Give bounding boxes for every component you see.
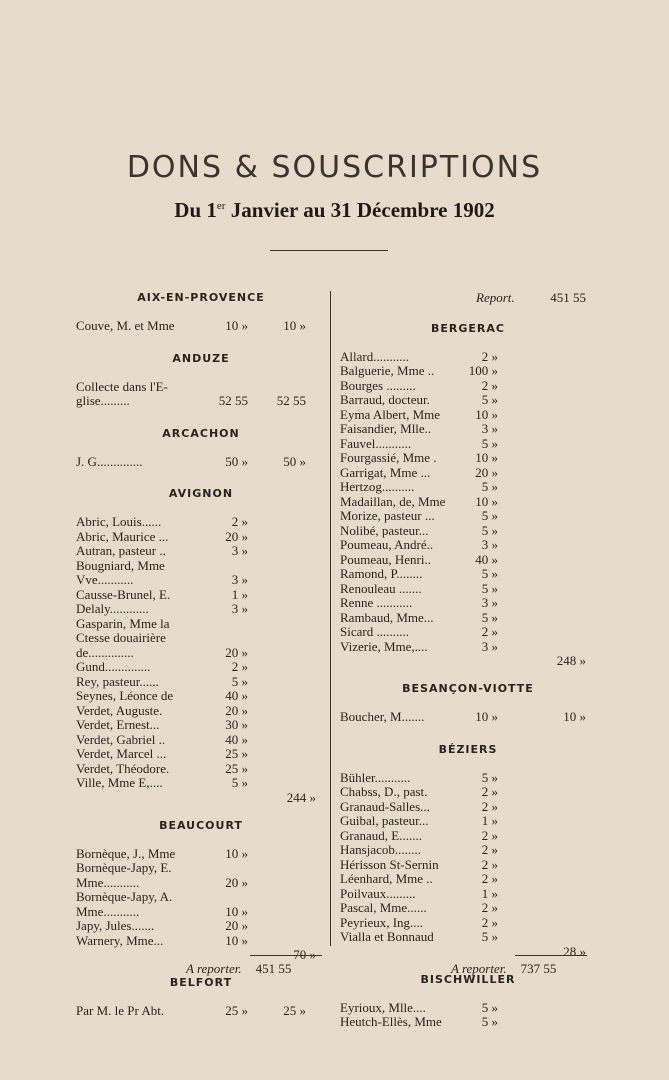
entry-amount: 5 » xyxy=(481,580,498,596)
entry-name: Renouleau ....... xyxy=(340,580,422,596)
entry-row xyxy=(340,872,596,887)
subtotal-row xyxy=(340,945,596,963)
entry-name: Bornèque-Japy, E. xyxy=(76,860,172,875)
footer-rule-left xyxy=(250,955,322,956)
entry-amount: 2 » xyxy=(481,624,498,639)
entry-amount: 20 » xyxy=(475,464,498,480)
entry-amount: 5 » xyxy=(481,566,498,581)
entry-amount: 5 » xyxy=(481,522,498,538)
entry-amount: 40 » xyxy=(475,551,498,567)
entry-amount: 2 » xyxy=(481,377,498,393)
entry-row xyxy=(340,582,596,597)
report-label: Report. xyxy=(476,290,515,305)
entry-name: Morize, pasteur ... xyxy=(340,508,435,523)
entry-row xyxy=(76,544,326,559)
entry-name: Verdet, Gabriel .. xyxy=(76,731,166,747)
subtotal-row xyxy=(76,791,326,809)
entry-row xyxy=(340,437,596,452)
entry-amount: 5 » xyxy=(481,479,498,494)
entry-row xyxy=(76,588,326,603)
entry-amount: 3 » xyxy=(231,543,248,558)
entry-name: Poumeau, André.. xyxy=(340,537,434,552)
entry-name: Chabss, D., past. xyxy=(340,784,428,799)
entry-name: Poilvaux......... xyxy=(340,885,416,901)
entry-row xyxy=(340,509,596,524)
entry-name: de.............. xyxy=(76,644,134,660)
entry-name: Vialla et Bonnaud xyxy=(340,929,434,944)
entry-amount: 25 » xyxy=(225,1003,248,1018)
entry-total: 25 » xyxy=(283,1003,306,1018)
entry-row xyxy=(76,861,326,876)
entry-row xyxy=(340,524,596,539)
entry-total: 50 » xyxy=(283,453,306,469)
entry-amount: 2 » xyxy=(481,856,498,872)
entry-name: Warnery, Mme... xyxy=(76,932,164,948)
entry-row xyxy=(340,829,596,844)
entry-name: Abric, Louis...... xyxy=(76,514,162,529)
entry-name: Guibal, pasteur... xyxy=(340,813,429,828)
entry-amount: 10 » xyxy=(475,406,498,422)
entry-name: Japy, Jules....... xyxy=(76,918,155,933)
section-heading: BISCHWILLER xyxy=(420,972,516,986)
entry-row xyxy=(76,559,326,574)
entry-name: Sicard .......... xyxy=(340,624,409,639)
entry-row xyxy=(340,466,596,481)
entry-row xyxy=(76,1004,326,1019)
column-divider xyxy=(330,291,331,946)
entry-amount: 1 » xyxy=(231,586,248,602)
entry-amount: 3 » xyxy=(231,572,248,587)
entry-amount: 10 » xyxy=(225,845,248,861)
entry-row xyxy=(340,640,596,655)
entry-amount: 2 » xyxy=(481,842,498,857)
subtotal-row xyxy=(340,654,596,672)
entry-row xyxy=(340,785,596,800)
entry-amount: 3 » xyxy=(231,601,248,616)
entry-row xyxy=(340,1015,596,1030)
entry-amount: 3 » xyxy=(481,421,498,436)
entry-amount: 5 » xyxy=(481,609,498,625)
entry-name: Nolibé, pasteur... xyxy=(340,522,429,538)
entry-row xyxy=(340,771,596,786)
entry-row xyxy=(76,876,326,891)
entry-name: Verdet, Auguste. xyxy=(76,702,163,718)
entry-name: Heutch-Ellès, Mme xyxy=(340,1014,442,1029)
page-subtitle xyxy=(0,198,669,223)
entry-amount: 5 » xyxy=(481,769,498,785)
entry-name: Ville, Mme E,.... xyxy=(76,775,163,790)
entry-total: 52 55 xyxy=(276,393,306,408)
entry-name: Bornèque-Japy, A. xyxy=(76,889,173,904)
entry-amount: 3 » xyxy=(481,537,498,552)
entry-row xyxy=(340,887,596,902)
entry-row xyxy=(76,631,326,646)
entry-row xyxy=(76,515,326,530)
entry-total: 10 » xyxy=(283,318,306,333)
entry-name: Causse-Brunel, E. xyxy=(76,586,171,602)
entry-name: Eyrioux, Mlle.... xyxy=(340,999,426,1015)
entry-amount: 10 » xyxy=(225,903,248,919)
entry-row xyxy=(76,934,326,949)
entry-row xyxy=(340,611,596,626)
entry-row xyxy=(340,393,596,408)
entry-name: Seynes, Léonce de xyxy=(76,688,174,703)
entry-name: Eyma Albert, Mme xyxy=(340,406,441,422)
entry-row xyxy=(76,319,326,334)
entry-row xyxy=(76,394,326,409)
entry-amount: 5 » xyxy=(481,508,498,523)
entry-name: Renne ........... xyxy=(340,595,413,610)
entry-row xyxy=(340,625,596,640)
entry-amount: 2 » xyxy=(481,348,498,364)
entry-row xyxy=(340,495,596,510)
entry-name: Bougniard, Mme xyxy=(76,557,165,573)
entry-row xyxy=(76,380,326,395)
entry-row xyxy=(76,660,326,675)
entry-row xyxy=(340,553,596,568)
entry-amount: 2 » xyxy=(481,798,498,814)
subtitle-prefix: Du 1 xyxy=(174,198,217,222)
entry-row xyxy=(76,602,326,617)
entry-total: 10 » xyxy=(563,709,586,724)
subtitle-sup: er xyxy=(216,200,226,212)
entry-amount: 10 » xyxy=(475,709,498,724)
entry-amount: 5 » xyxy=(231,775,248,790)
report-row xyxy=(340,291,596,306)
entry-amount: 5 » xyxy=(481,392,498,407)
entry-name: Ramond, P........ xyxy=(340,566,423,581)
footer-left xyxy=(186,961,291,977)
entry-name: Pascal, Mme...... xyxy=(340,900,427,915)
entry-amount: 20 » xyxy=(225,918,248,933)
section-heading: ARCACHON xyxy=(162,426,240,440)
entry-amount: 2 » xyxy=(481,900,498,915)
entry-amount: 2 » xyxy=(481,914,498,930)
entry-row xyxy=(76,704,326,719)
entry-amount: 2 » xyxy=(231,514,248,529)
entry-name: Mme........... xyxy=(76,874,140,890)
entry-row xyxy=(340,916,596,931)
entry-amount: 20 » xyxy=(225,644,248,660)
entry-amount: 10 » xyxy=(475,493,498,509)
entry-name: Rambaud, Mme... xyxy=(340,609,434,625)
entry-row xyxy=(76,905,326,920)
entry-name: Autran, pasteur .. xyxy=(76,543,166,558)
entry-row xyxy=(340,710,596,725)
entry-amount: 50 » xyxy=(225,453,248,469)
entry-row xyxy=(340,814,596,829)
entry-row xyxy=(76,890,326,905)
entry-amount: 30 » xyxy=(225,717,248,732)
entry-name: Bourges ......... xyxy=(340,377,416,393)
entry-name: Peyrieux, Ing.... xyxy=(340,914,424,930)
entry-row xyxy=(340,451,596,466)
entry-amount: 5 » xyxy=(481,999,498,1015)
entry-amount: 2 » xyxy=(481,784,498,799)
entry-row xyxy=(76,617,326,632)
entry-row xyxy=(76,455,326,470)
entry-row xyxy=(340,1001,596,1016)
entry-name: Poumeau, Henri.. xyxy=(340,551,431,567)
entry-amount: 40 » xyxy=(225,688,248,703)
subtotal-value: 70 » xyxy=(293,947,316,962)
entry-amount: 5 » xyxy=(481,929,498,944)
entry-name: Allard........... xyxy=(340,348,409,364)
footer-rule-right xyxy=(515,955,587,956)
entry-row xyxy=(340,480,596,495)
entry-amount: 20 » xyxy=(225,702,248,718)
entry-amount: 52 55 xyxy=(218,393,248,408)
page-title: DONS & SOUSCRIPTIONS xyxy=(126,150,543,185)
entry-row xyxy=(340,800,596,815)
entry-row xyxy=(76,762,326,777)
title-rule xyxy=(270,250,388,251)
entry-name: Ctesse douairière xyxy=(76,630,166,645)
entry-row xyxy=(76,573,326,588)
entry-row xyxy=(76,919,326,934)
entry-amount: 20 » xyxy=(225,528,248,544)
entry-row xyxy=(340,567,596,582)
entry-row xyxy=(76,776,326,791)
entry-amount: 40 » xyxy=(225,731,248,747)
entry-amount: 25 » xyxy=(225,746,248,761)
section-heading: ANDUZE xyxy=(172,351,230,365)
entry-amount: 2 » xyxy=(481,827,498,843)
subtotal-value: 248 » xyxy=(556,653,586,668)
entry-row xyxy=(76,530,326,545)
entry-row xyxy=(340,858,596,873)
entry-name: Garrigat, Mme ... xyxy=(340,464,431,480)
entry-name: Barraud, docteur. xyxy=(340,392,430,407)
entry-amount: 10 » xyxy=(475,450,498,465)
entry-amount: 1 » xyxy=(481,813,498,828)
entry-row xyxy=(340,930,596,945)
section-heading: BERGERAC xyxy=(431,321,505,335)
entry-amount: 100 » xyxy=(468,363,498,378)
entry-row xyxy=(76,747,326,762)
entry-name: Bornèque, J., Mme xyxy=(76,845,176,861)
entry-name: Hérisson St-Sernin xyxy=(340,856,439,872)
entry-amount: 5 » xyxy=(481,1014,498,1029)
entry-name: Verdet, Théodore. xyxy=(76,760,170,776)
entry-row xyxy=(76,646,326,661)
footer-right-value: 737 55 xyxy=(520,961,557,976)
subtitle-suffix: Janvier au 31 Décembre 1902 xyxy=(225,198,495,222)
section-heading: AVIGNON xyxy=(168,487,234,500)
entry-name: Boucher, M....... xyxy=(340,709,425,724)
entry-row xyxy=(76,675,326,690)
entry-name: Verdet, Ernest... xyxy=(76,717,160,732)
entry-amount: 3 » xyxy=(481,595,498,610)
footer-right xyxy=(451,961,556,977)
entry-amount: 25 » xyxy=(225,760,248,776)
section-heading: BÉZIERS xyxy=(438,742,498,756)
entry-name: Rey, pasteur...... xyxy=(76,673,159,689)
entry-name: Abric, Maurice ... xyxy=(76,528,169,544)
entry-name: Vizerie, Mme,.... xyxy=(340,638,428,654)
section-heading: BEAUCOURT xyxy=(159,818,243,832)
footer-right-label: A reporter. xyxy=(451,961,507,976)
entry-name: glise......... xyxy=(76,393,130,408)
entry-row xyxy=(340,408,596,423)
entry-amount: 1 » xyxy=(481,885,498,901)
footer-left-value: 451 55 xyxy=(255,961,292,976)
entry-name: Delaly............ xyxy=(76,601,149,616)
entry-name: Madaillan, de, Mme xyxy=(340,493,446,509)
entry-name: Par M. le Pr Abt. xyxy=(76,1003,165,1018)
entry-name: Mme........... xyxy=(76,903,140,919)
entry-name: Fourgassié, Mme . xyxy=(340,450,437,465)
section-heading: AIX-EN-PROVENCE xyxy=(137,291,265,304)
entry-row xyxy=(340,538,596,553)
entry-row xyxy=(340,422,596,437)
section-heading: BESANÇON-VIOTTE xyxy=(402,682,534,695)
entry-name: Fauvel........... xyxy=(340,435,412,451)
entry-row xyxy=(340,843,596,858)
footer-left-label: A reporter. xyxy=(186,961,242,976)
entry-name: Faisandier, Mlle.. xyxy=(340,421,432,436)
subtotal-value: 244 » xyxy=(286,789,316,805)
entry-name: Bühler........... xyxy=(340,769,411,785)
entry-name: Hansjacob........ xyxy=(340,842,421,857)
entry-amount: 5 » xyxy=(481,435,498,451)
entry-row xyxy=(340,596,596,611)
entry-row xyxy=(340,364,596,379)
entry-name: Gasparin, Mme la xyxy=(76,615,170,631)
entry-row xyxy=(340,379,596,394)
entry-amount: 20 » xyxy=(225,874,248,890)
entry-name: Couve, M. et Mme xyxy=(76,318,175,333)
entry-amount: 3 » xyxy=(481,638,498,654)
entry-name: Granaud, E....... xyxy=(340,827,422,843)
subtotal-value: 28 » xyxy=(563,943,586,959)
entry-row xyxy=(76,689,326,704)
entry-amount: 2 » xyxy=(231,659,248,674)
entry-row xyxy=(76,718,326,733)
entry-amount: 5 » xyxy=(231,673,248,689)
entry-amount: 10 » xyxy=(225,932,248,948)
entry-name: J. G.............. xyxy=(76,453,143,469)
entry-amount: 2 » xyxy=(481,871,498,886)
entry-name: Collecte dans l'E- xyxy=(76,378,168,394)
section-heading: BELFORT xyxy=(169,976,233,989)
entry-name: Hertzog.......... xyxy=(340,479,415,494)
entry-name: Verdet, Marcel ... xyxy=(76,746,167,761)
entry-row xyxy=(340,901,596,916)
entry-name: Vve........... xyxy=(76,572,134,587)
entry-name: Balguerie, Mme .. xyxy=(340,363,435,378)
entry-row xyxy=(76,847,326,862)
right-column xyxy=(340,291,596,1030)
entry-name: Léenhard, Mme .. xyxy=(340,871,433,886)
left-column xyxy=(76,291,326,1019)
entry-amount: 10 » xyxy=(225,318,248,333)
entry-row xyxy=(76,733,326,748)
report-value: 451 55 xyxy=(550,290,586,305)
entry-row xyxy=(340,350,596,365)
entry-name: Gund.............. xyxy=(76,659,151,674)
entry-name: Granaud-Salles... xyxy=(340,798,430,814)
